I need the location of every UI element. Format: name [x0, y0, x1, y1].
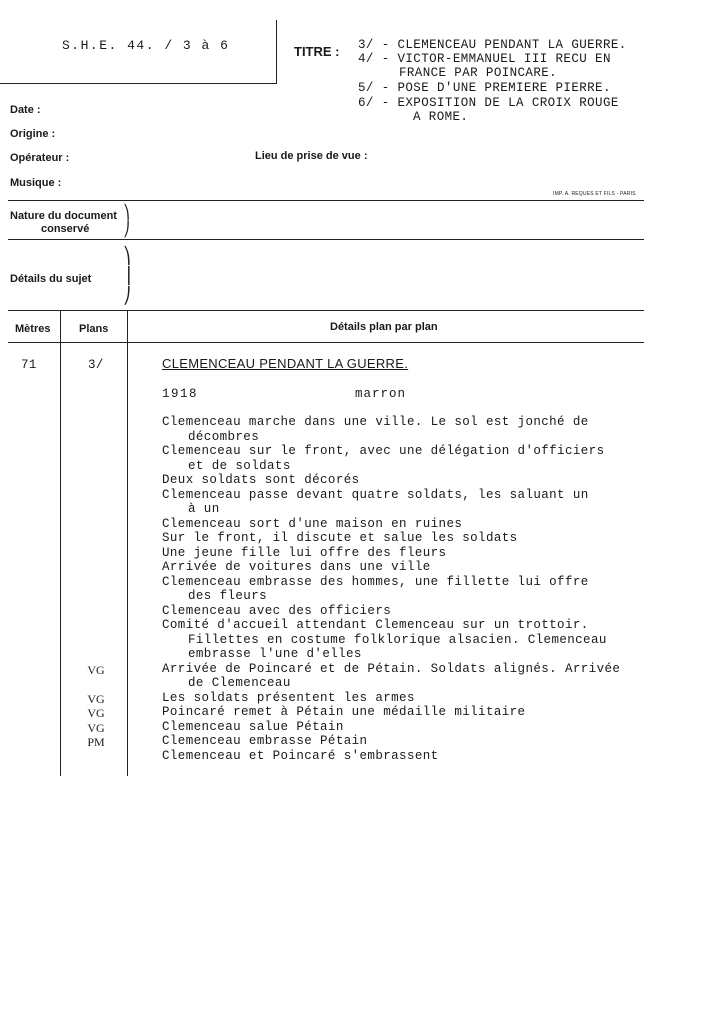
col-sep-plans [127, 311, 128, 776]
shot-description: Clemenceau et Poincaré s'embrassent [162, 748, 439, 763]
details-sujet-label: Détails du sujet [10, 273, 92, 285]
header-bottom-rule [8, 342, 644, 343]
shot-description: Une jeune fille lui offre des fleurs [162, 545, 447, 560]
shot-description: Arrivée de Poincaré et de Pétain. Soldats alignés. Arrivée [162, 661, 621, 676]
col-header-plans: Plans [79, 323, 109, 335]
musique-label: Musique : [10, 177, 62, 189]
title-line-3: FRANCE PAR POINCARE. [399, 66, 558, 80]
shot-plan-type: VG [87, 691, 105, 706]
shot-description: Sur le front, il discute et salue les soldats [162, 531, 518, 545]
shot-plan-type: VG [87, 662, 105, 677]
nature-label-line1: Nature du document [10, 210, 117, 222]
shot-description: Clemenceau marche dans une ville. Le sol est jonché de [162, 415, 589, 429]
date-label: Date : [10, 104, 41, 116]
shot-description: Clemenceau salue Pétain [162, 719, 344, 734]
nature-bottom-rule [8, 239, 644, 240]
shot-description-continued: de Clemenceau [188, 676, 291, 690]
sujet-bottom-rule [8, 310, 644, 311]
year-value: 1918 [162, 387, 199, 401]
printer-credit: IMP. A. REQUES ET FILS - PARIS [553, 191, 636, 197]
col-sep-metres [60, 311, 61, 776]
reference-code: S.H.E. 44. / 3 à 6 [62, 38, 230, 53]
shot-plan-type: VG [87, 720, 105, 735]
operateur-label: Opérateur : [10, 152, 70, 164]
plan-number: 3/ [88, 358, 104, 372]
shot-description-continued: décombres [188, 429, 260, 444]
shot-description-continued: Fillettes en costume folklorique alsacien. Clemenceau [188, 632, 607, 647]
lieu-label: Lieu de prise de vue : [255, 150, 368, 162]
origine-label: Origine : [10, 128, 56, 140]
shot-description-continued: embrasse l'une d'elles [188, 647, 362, 661]
color-value: marron [355, 387, 407, 401]
shot-plan-type: PM [87, 735, 105, 749]
shot-description: Clemenceau embrasse des hommes, une fillette lui offre [162, 574, 589, 589]
title-line-4: 5/ - POSE D'UNE PREMIERE PIERRE. [358, 81, 611, 95]
titre-label: TITRE : [294, 44, 340, 59]
shot-description: Clemenceau avec des officiers [162, 603, 392, 618]
header-box-bottom-border [0, 83, 277, 84]
title-line-6: A ROME. [413, 110, 469, 124]
nature-top-rule [8, 200, 644, 201]
shot-description: Comité d'accueil attendant Clemenceau sur un trottoir. [162, 618, 589, 632]
shot-description: Poincaré remet à Pétain une médaille militaire [162, 705, 526, 719]
nature-brace-top: ⎞ [123, 205, 130, 221]
sujet-brace-3: ⎠ [123, 286, 131, 305]
shot-description-continued: à un [188, 502, 220, 516]
shot-description: Clemenceau passe devant quatre soldats, les saluant un [162, 487, 589, 502]
title-line-2: 4/ - VICTOR-EMMANUEL III RECU EN [358, 52, 611, 66]
shot-description-continued: et de soldats [188, 458, 291, 473]
shot-description: Clemenceau sort d'une maison en ruines [162, 516, 463, 531]
shot-description: Clemenceau sur le front, avec une délégation d'officiers [162, 444, 605, 458]
shot-description: Deux soldats sont décorés [162, 473, 360, 487]
shot-description-continued: des fleurs [188, 589, 268, 603]
shot-description: Les soldats présentent les armes [162, 690, 415, 705]
shot-plan-type: VG [87, 706, 105, 720]
nature-brace-bottom: ⎠ [123, 222, 130, 238]
col-header-details: Détails plan par plan [330, 321, 438, 333]
sujet-brace-2: ⎟ [123, 266, 131, 285]
shot-description: Clemenceau embrasse Pétain [162, 734, 368, 748]
metres-value: 71 [21, 358, 37, 372]
col-header-metres: Mètres [15, 323, 51, 335]
header-box-right-border [276, 20, 277, 83]
nature-label-line2: conservé [41, 223, 90, 235]
section-title: CLEMENCEAU PENDANT LA GUERRE. [162, 356, 409, 371]
title-line-1: 3/ - CLEMENCEAU PENDANT LA GUERRE. [358, 38, 627, 52]
shot-description: Arrivée de voitures dans une ville [162, 560, 431, 574]
title-line-5: 6/ - EXPOSITION DE LA CROIX ROUGE [358, 96, 619, 110]
sujet-brace-1: ⎞ [123, 246, 131, 265]
